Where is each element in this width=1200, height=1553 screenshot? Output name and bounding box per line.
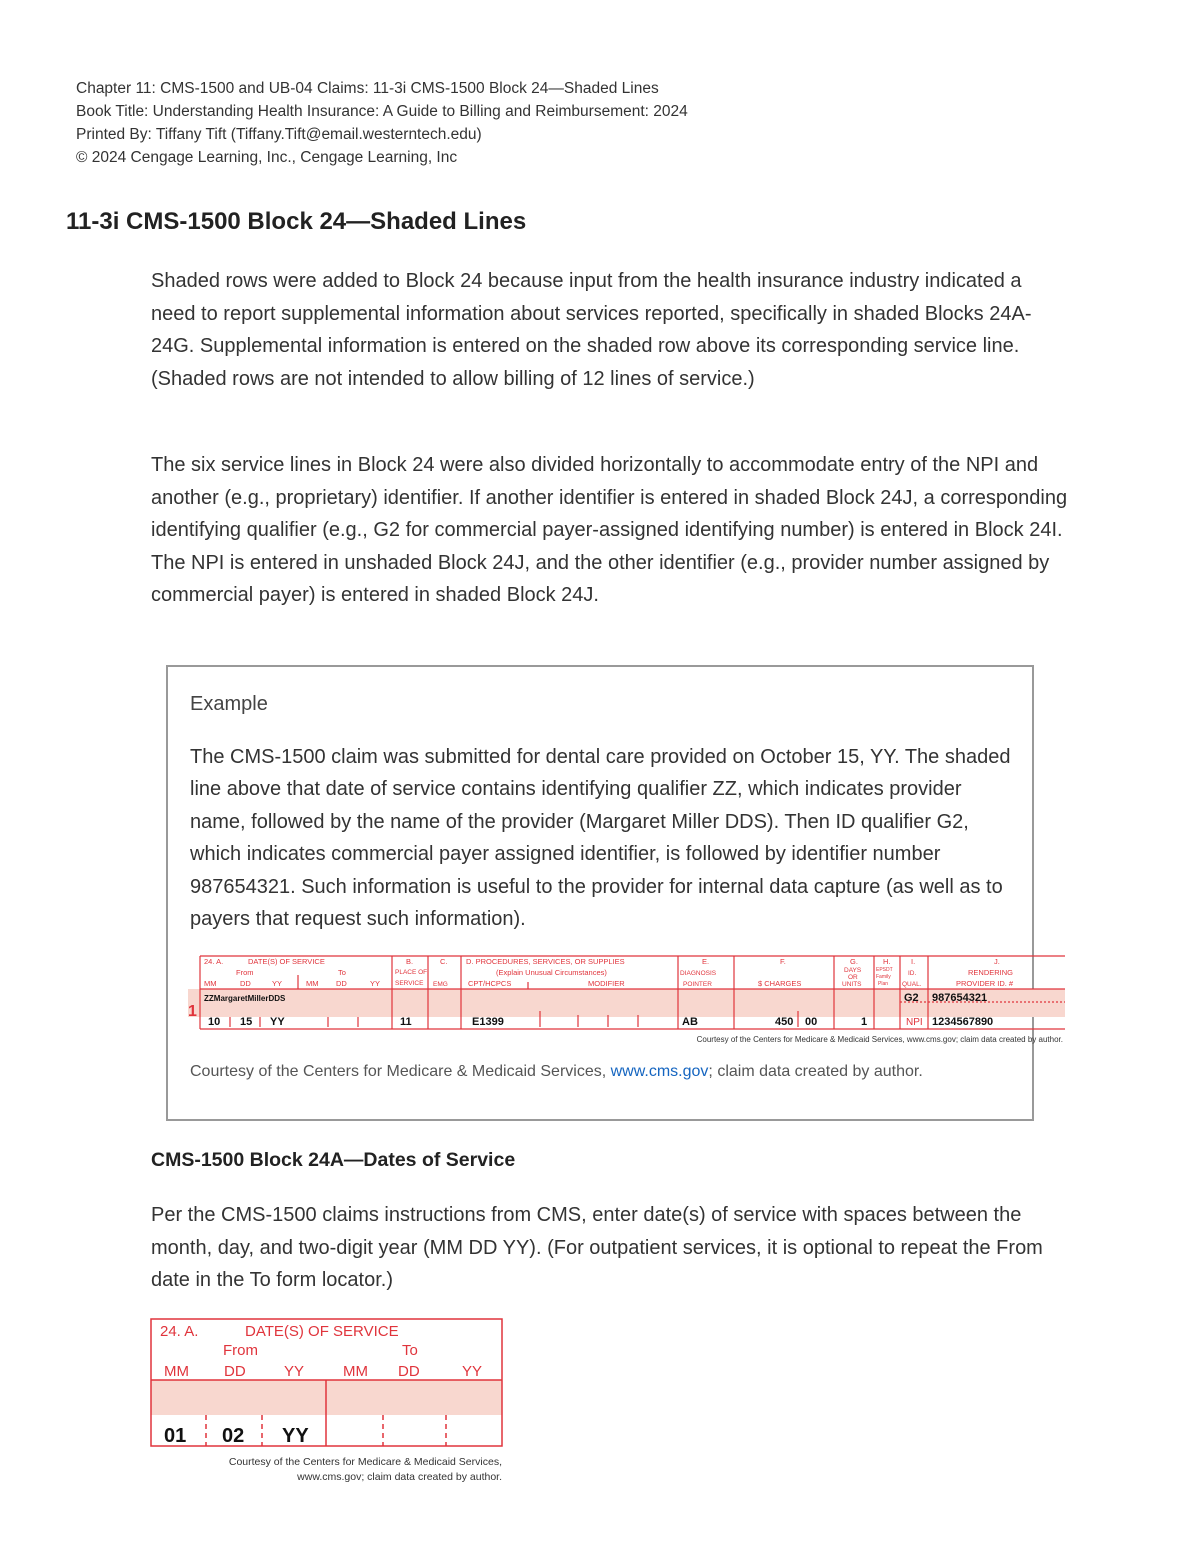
f1-npi-qual: NPI [906, 1017, 923, 1028]
block24-form-image [188, 955, 1065, 1045]
f1-svc-charges-dollars: 450 [775, 1016, 794, 1028]
f1-e-line2: POINTER [683, 981, 712, 988]
f2-to-label: To [402, 1342, 418, 1359]
f1-mm1: MM [204, 979, 217, 988]
f2-from-label: From [223, 1342, 258, 1359]
f1-svc-units: 1 [861, 1016, 868, 1028]
f1-f-letter: F. [780, 957, 786, 966]
f1-dates-label: DATE(S) OF SERVICE [248, 957, 325, 966]
f2-value-yy: YY [282, 1425, 309, 1447]
f1-c-label: EMG [433, 981, 448, 988]
f2-title: DATE(S) OF SERVICE [245, 1323, 399, 1340]
f1-yy2: YY [370, 979, 381, 988]
f1-svc-npi: 1234567890 [932, 1016, 994, 1028]
f1-to-label: To [338, 968, 346, 977]
f2-value-dd: 02 [222, 1425, 245, 1447]
paragraph-shaded-rows: Shaded rows were added to Block 24 because input from the health insurance industry indicated a need to report supplemental information about services reported, specifically in shaded Blocks 24A-24G. Supplemental information is entered on the shaded row above its corresponding service line. (Shaded rows are not intended to allow billing of 12 lines of service.) [151, 270, 1032, 390]
f1-dd2: DD [336, 979, 347, 988]
f2-yy1: YY [284, 1363, 305, 1380]
f1-d-line2: (Explain Unusual Circumstances) [496, 968, 607, 977]
f1-svc-mm: 10 [208, 1016, 221, 1028]
f1-h-line1: EPSDT [876, 967, 893, 973]
f1-b-letter: B. [406, 957, 414, 966]
f1-line-number: 1 [188, 1003, 197, 1020]
f1-from-label: From [236, 968, 254, 977]
f1-j-line2: PROVIDER ID. # [956, 979, 1014, 988]
f1-svc-dd: 15 [240, 1016, 253, 1028]
f1-d-mod: MODIFIER [588, 979, 625, 988]
courtesy-suffix: ; claim data created by author. [708, 1063, 923, 1080]
example-courtesy [190, 1063, 923, 1081]
f1-shaded-qual: G2 [904, 992, 919, 1004]
f1-j-letter: J. [994, 957, 1000, 966]
section-heading: CMS-1500 Block 24A—Dates of Service [151, 1149, 516, 1171]
paragraph-dates-of-service: Per the CMS-1500 claims instructions from CMS, enter date(s) of service with spaces between the month, day, and two-digit year (MM DD YY). (For outpatient services, it is optional to repeat the From date in the To form locator.) [151, 1204, 1043, 1291]
f1-g-line3: UNITS [842, 981, 862, 988]
f1-i-letter: I. [911, 957, 916, 966]
f1-g-letter: G. [850, 957, 858, 966]
example-box [166, 665, 1034, 1121]
f1-svc-cpt: E1399 [472, 1016, 504, 1028]
f1-svc-yy: YY [270, 1016, 285, 1028]
f1-b-line1: PLACE OF [395, 969, 428, 976]
f2-block-label: 24. A. [160, 1323, 199, 1340]
f1-dd1: DD [240, 979, 251, 988]
courtesy-prefix: Courtesy of the Centers for Medicare & Medicaid Services, [190, 1063, 607, 1080]
f1-i-line2: QUAL. [902, 981, 922, 988]
f1-yy1: YY [272, 979, 283, 988]
copyright-line: © 2024 Cengage Learning, Inc., Cengage Learning, Inc [76, 149, 458, 166]
book-title-line: Book Title: Understanding Health Insurance: A Guide to Billing and Reimbursement: 2024 [76, 103, 688, 120]
cms-link[interactable]: www.cms.gov [610, 1063, 709, 1080]
f2-courtesy-line2: www.cms.gov; claim data created by author. [297, 1471, 502, 1483]
f1-d-cpt: CPT/HCPCS [468, 979, 512, 988]
f1-c-letter: C. [440, 957, 448, 966]
f1-svc-pointer: AB [682, 1016, 698, 1028]
block24a-form-image [150, 1318, 504, 1486]
document-header [76, 77, 688, 169]
f2-mm1: MM [164, 1363, 189, 1380]
f1-j-line1: RENDERING [968, 968, 1014, 977]
printed-by-line: Printed By: Tiffany Tift (Tiffany.Tift@email.westerntech.edu) [76, 126, 482, 143]
f2-value-mm: 01 [164, 1425, 187, 1447]
f2-courtesy-line1: Courtesy of the Centers for Medicare & Medicaid Services, [228, 1456, 502, 1468]
f1-block-label: 24. A. [204, 957, 224, 966]
example-text: The CMS-1500 claim was submitted for dental care provided on October 15, YY. The shaded line above that date of service contains identifying qualifier ZZ, which indicates provider name, followed by the name of the provider (Margaret Miller DDS). Then ID qualifier G2, which indicates commercial payer assigned identifier, is followed by identifier number 987654321. Such information is useful to the provider for internal data capture (as well as to payers that request such information). [190, 746, 1011, 931]
page-title: 11-3i CMS-1500 Block 24—Shaded Lines [66, 208, 527, 235]
f1-g-line1: DAYS [844, 967, 862, 974]
f1-svc-charges-cents: 00 [805, 1016, 818, 1028]
f1-f-label: $ CHARGES [758, 979, 802, 988]
f1-d-line1: D. PROCEDURES, SERVICES, OR SUPPLIES [466, 957, 625, 966]
paragraph-service-lines: The six service lines in Block 24 were also divided horizontally to accommodate entry of the NPI and another (e.g., proprietary) identifier. If another identifier is entered in shaded Block 24J, a corresponding identifying qualifier (e.g., G2 for commercial payer-assigned identifying number) is entered in Block 24I. The NPI is entered in unshaded Block 24J, and the other identifier (e.g., provider number assigned by commercial payer) is entered in shaded Block 24J. [151, 454, 1068, 606]
chapter-line: Chapter 11: CMS-1500 and UB-04 Claims: 11-3i CMS-1500 Block 24—Shaded Lines [76, 80, 659, 97]
example-label: Example [190, 693, 268, 715]
f1-i-line1: ID. [908, 970, 917, 977]
f2-yy2: YY [462, 1363, 483, 1380]
f1-e-line1: DIAGNOSIS [680, 970, 717, 977]
f1-mm2: MM [306, 979, 319, 988]
f1-e-letter: E. [702, 957, 710, 966]
f1-courtesy: Courtesy of the Centers for Medicare & Medicaid Services, www.cms.gov; claim data created by author. [696, 1035, 1063, 1044]
f2-dd1: DD [224, 1363, 246, 1380]
f2-mm2: MM [343, 1363, 368, 1380]
f1-h-letter: H. [883, 957, 891, 966]
f1-svc-pos: 11 [400, 1016, 412, 1028]
f1-h-line2: Family [876, 974, 891, 980]
f1-shaded-id: 987654321 [932, 992, 988, 1004]
f1-shaded-provider: ZZMargaretMillerDDS [204, 994, 286, 1003]
f1-h-line3: Plan [878, 981, 889, 987]
f1-b-line2: SERVICE [395, 980, 424, 987]
f1-g-line2: OR [848, 974, 858, 981]
f2-dd2: DD [398, 1363, 420, 1380]
